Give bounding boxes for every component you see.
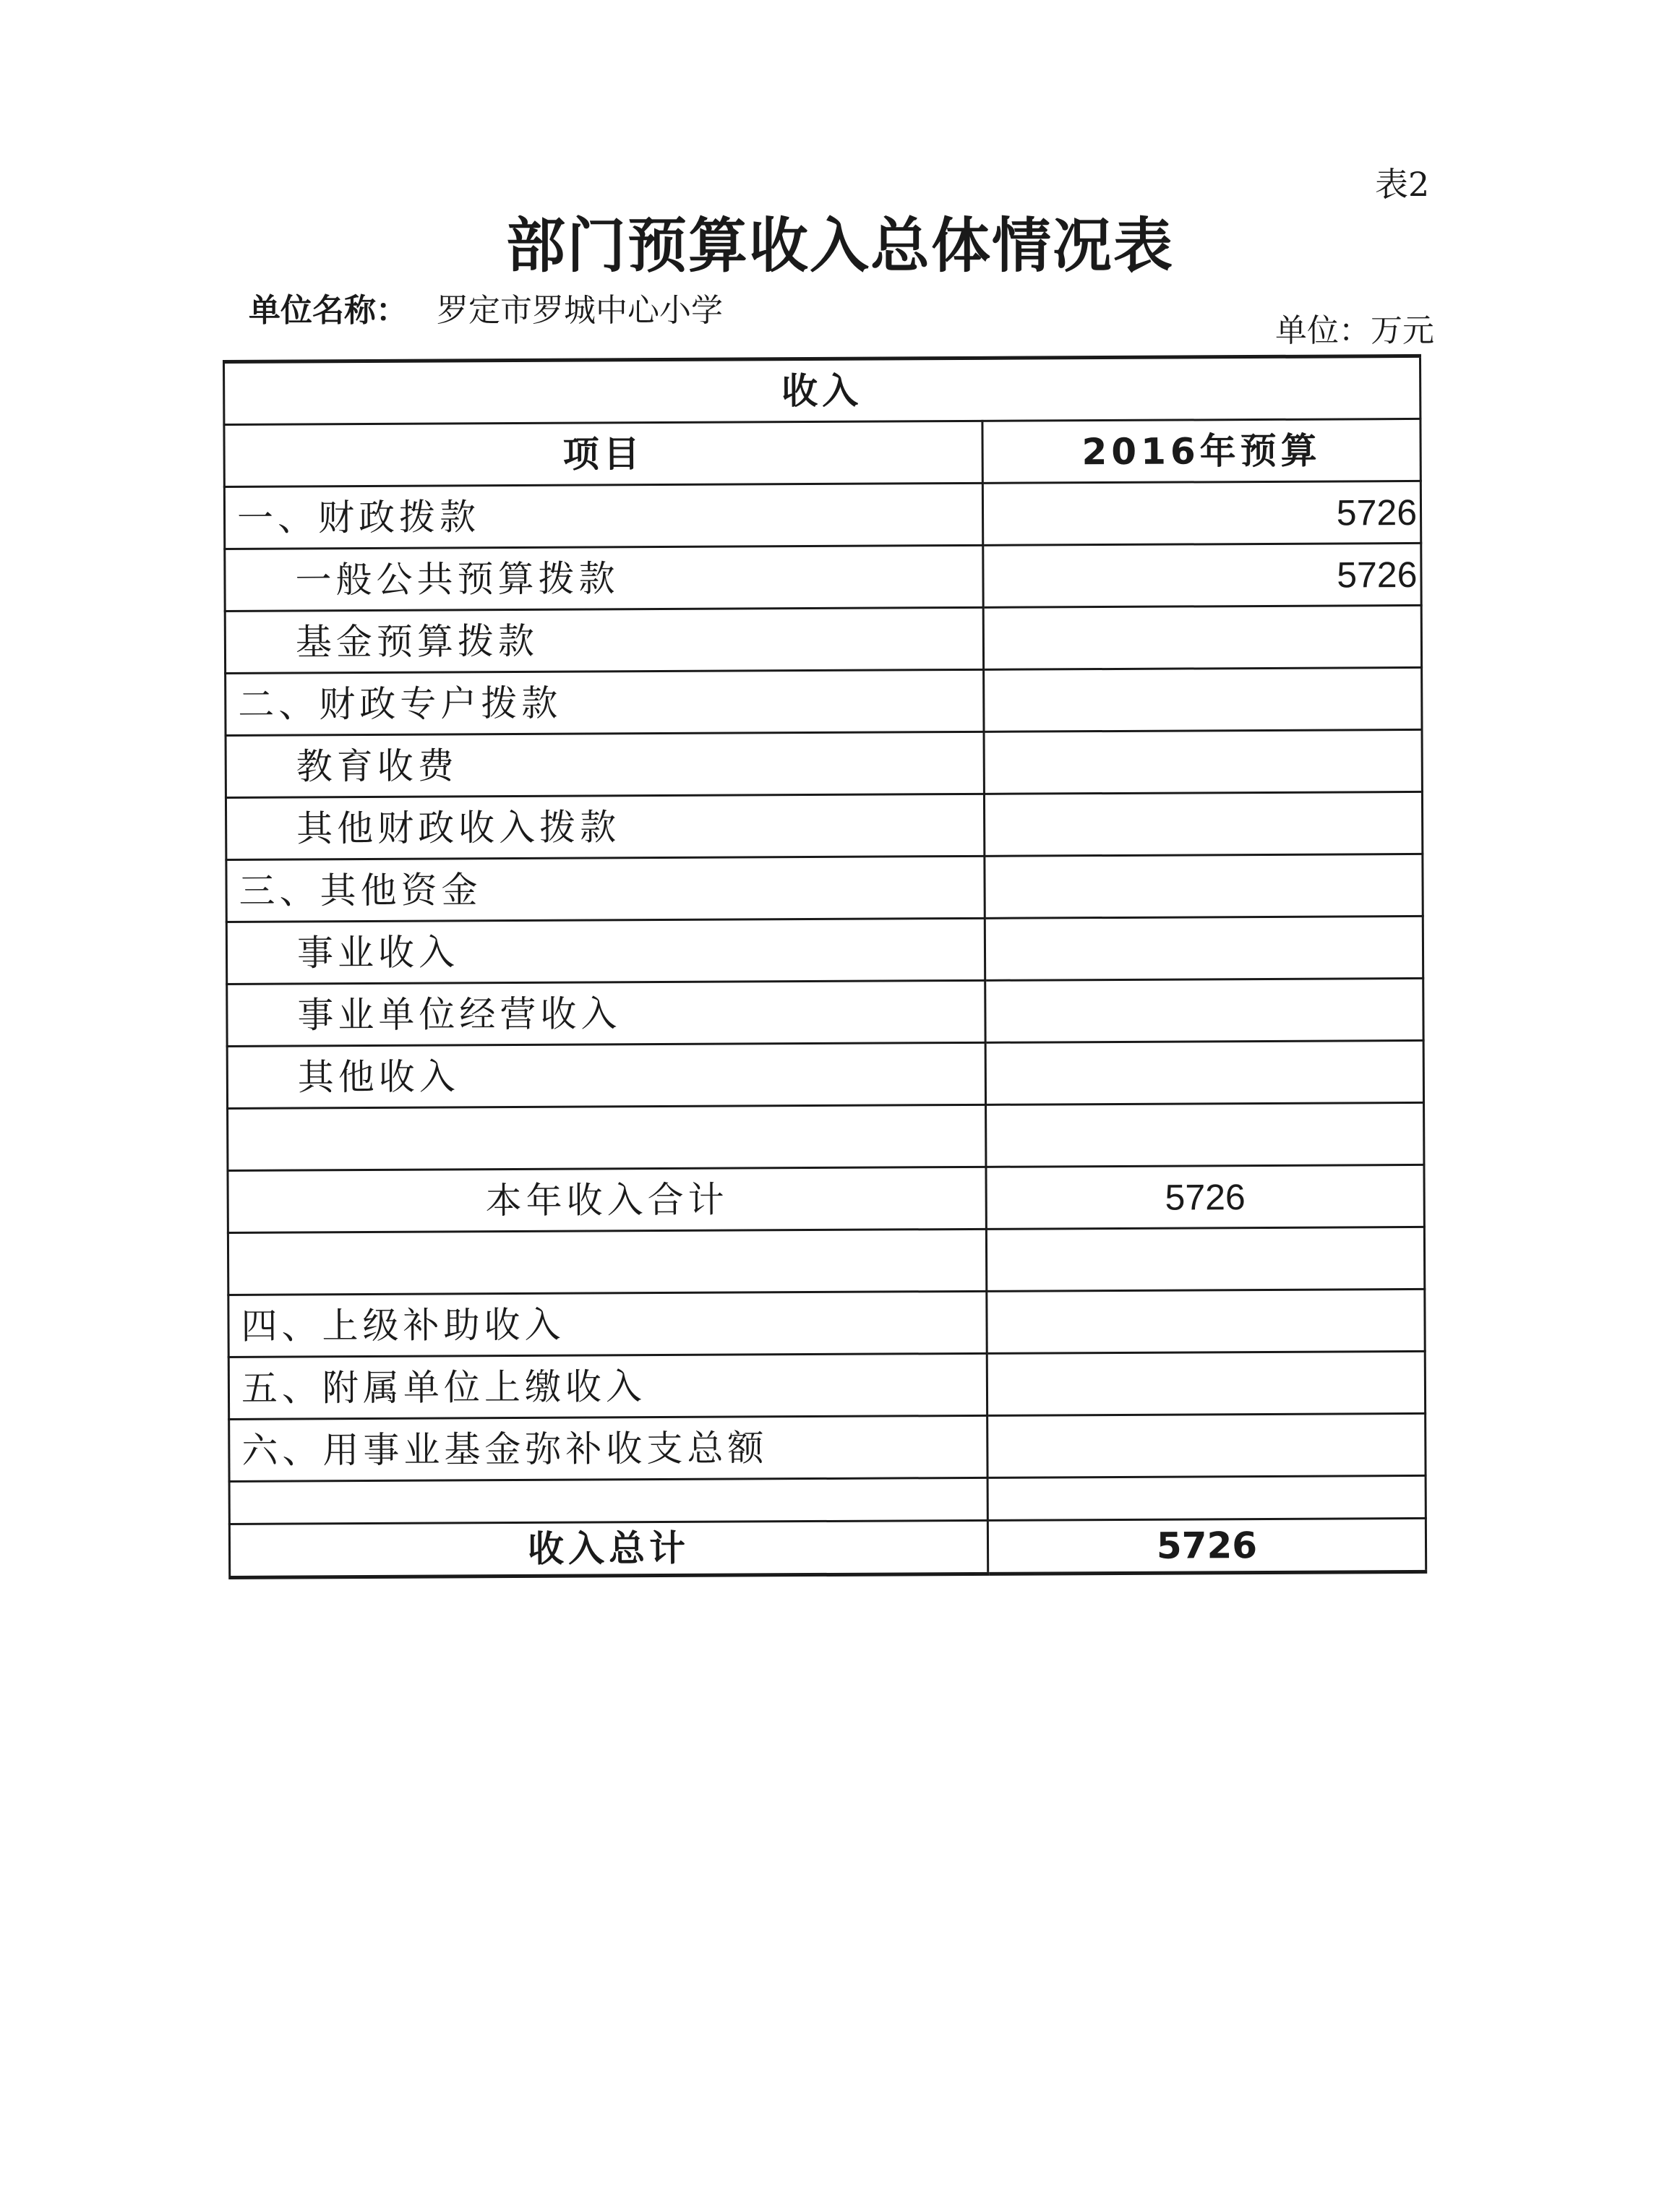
table-reference: 表2 bbox=[1375, 165, 1430, 204]
row-amount bbox=[985, 916, 1423, 980]
row-amount bbox=[984, 667, 1422, 732]
table-row bbox=[226, 792, 1422, 859]
blank-cell bbox=[228, 1104, 986, 1170]
row-amount bbox=[987, 1289, 1425, 1353]
row-amount bbox=[983, 605, 1421, 669]
row-item: 事业收入 bbox=[226, 918, 985, 984]
table-row bbox=[226, 916, 1423, 984]
row-amount bbox=[987, 1413, 1426, 1477]
row-item: 教育收费 bbox=[226, 732, 984, 797]
column-header-row bbox=[224, 419, 1420, 486]
unit-name-label: 单位名称： bbox=[249, 292, 408, 329]
row-item: 一、财政拨款 bbox=[224, 483, 982, 549]
row-amount: 5726 bbox=[983, 543, 1421, 607]
blank-cell bbox=[986, 1227, 1424, 1291]
currency-unit: 单位：万元 bbox=[1275, 312, 1434, 349]
row-amount bbox=[985, 1040, 1423, 1104]
blank-cell bbox=[228, 1229, 986, 1295]
unit-name-line bbox=[249, 289, 723, 333]
table-row bbox=[224, 481, 1420, 549]
column-header-item: 项目 bbox=[224, 421, 982, 486]
subtotal-amount: 5726 bbox=[986, 1164, 1424, 1229]
table-row bbox=[227, 978, 1423, 1046]
row-amount bbox=[984, 792, 1422, 856]
row-item: 六、用事业基金弥补收支总额 bbox=[229, 1415, 987, 1481]
table-row bbox=[228, 1351, 1425, 1419]
page-title: 部门预算收入总体情况表 bbox=[505, 211, 1174, 280]
unit-name-value: 罗定市罗城中心小学 bbox=[437, 292, 723, 329]
blank-cell bbox=[986, 1102, 1424, 1167]
blank-row bbox=[228, 1227, 1424, 1295]
blank-row bbox=[229, 1475, 1426, 1524]
blank-cell bbox=[229, 1477, 987, 1524]
table-row bbox=[227, 1040, 1423, 1108]
row-amount: 5726 bbox=[982, 481, 1420, 545]
row-amount bbox=[985, 854, 1423, 918]
row-amount bbox=[984, 729, 1422, 794]
table-row bbox=[226, 667, 1422, 735]
column-header-budget: 2016年预算 bbox=[982, 419, 1420, 483]
blank-cell bbox=[987, 1475, 1426, 1520]
row-item: 五、附属单位上缴收入 bbox=[228, 1353, 987, 1419]
row-item: 四、上级补助收入 bbox=[228, 1291, 987, 1357]
row-item: 其他收入 bbox=[227, 1042, 985, 1108]
row-item: 一般公共预算拨款 bbox=[225, 545, 983, 611]
subtotal-row bbox=[228, 1164, 1424, 1232]
row-item: 二、财政专户拨款 bbox=[226, 669, 984, 735]
table-row bbox=[225, 605, 1421, 673]
table-row bbox=[229, 1413, 1426, 1481]
table-row bbox=[226, 729, 1422, 797]
row-item: 其他财政收入拨款 bbox=[226, 794, 984, 859]
total-amount: 5726 bbox=[987, 1518, 1426, 1574]
table-row bbox=[225, 543, 1421, 611]
table-row bbox=[228, 1289, 1425, 1357]
total-label: 收入总计 bbox=[229, 1520, 987, 1577]
total-row bbox=[229, 1518, 1426, 1577]
section-header: 收入 bbox=[224, 356, 1420, 424]
subtotal-label: 本年收入合计 bbox=[228, 1167, 986, 1232]
row-item: 基金预算拨款 bbox=[225, 607, 983, 673]
row-item: 三、其他资金 bbox=[226, 856, 985, 922]
table-row bbox=[226, 854, 1423, 922]
row-item: 事业单位经营收入 bbox=[227, 980, 985, 1046]
blank-row bbox=[228, 1102, 1424, 1170]
row-amount bbox=[987, 1351, 1425, 1415]
budget-income-table bbox=[223, 354, 1427, 1579]
row-amount bbox=[985, 978, 1423, 1042]
section-header-row bbox=[224, 356, 1420, 424]
